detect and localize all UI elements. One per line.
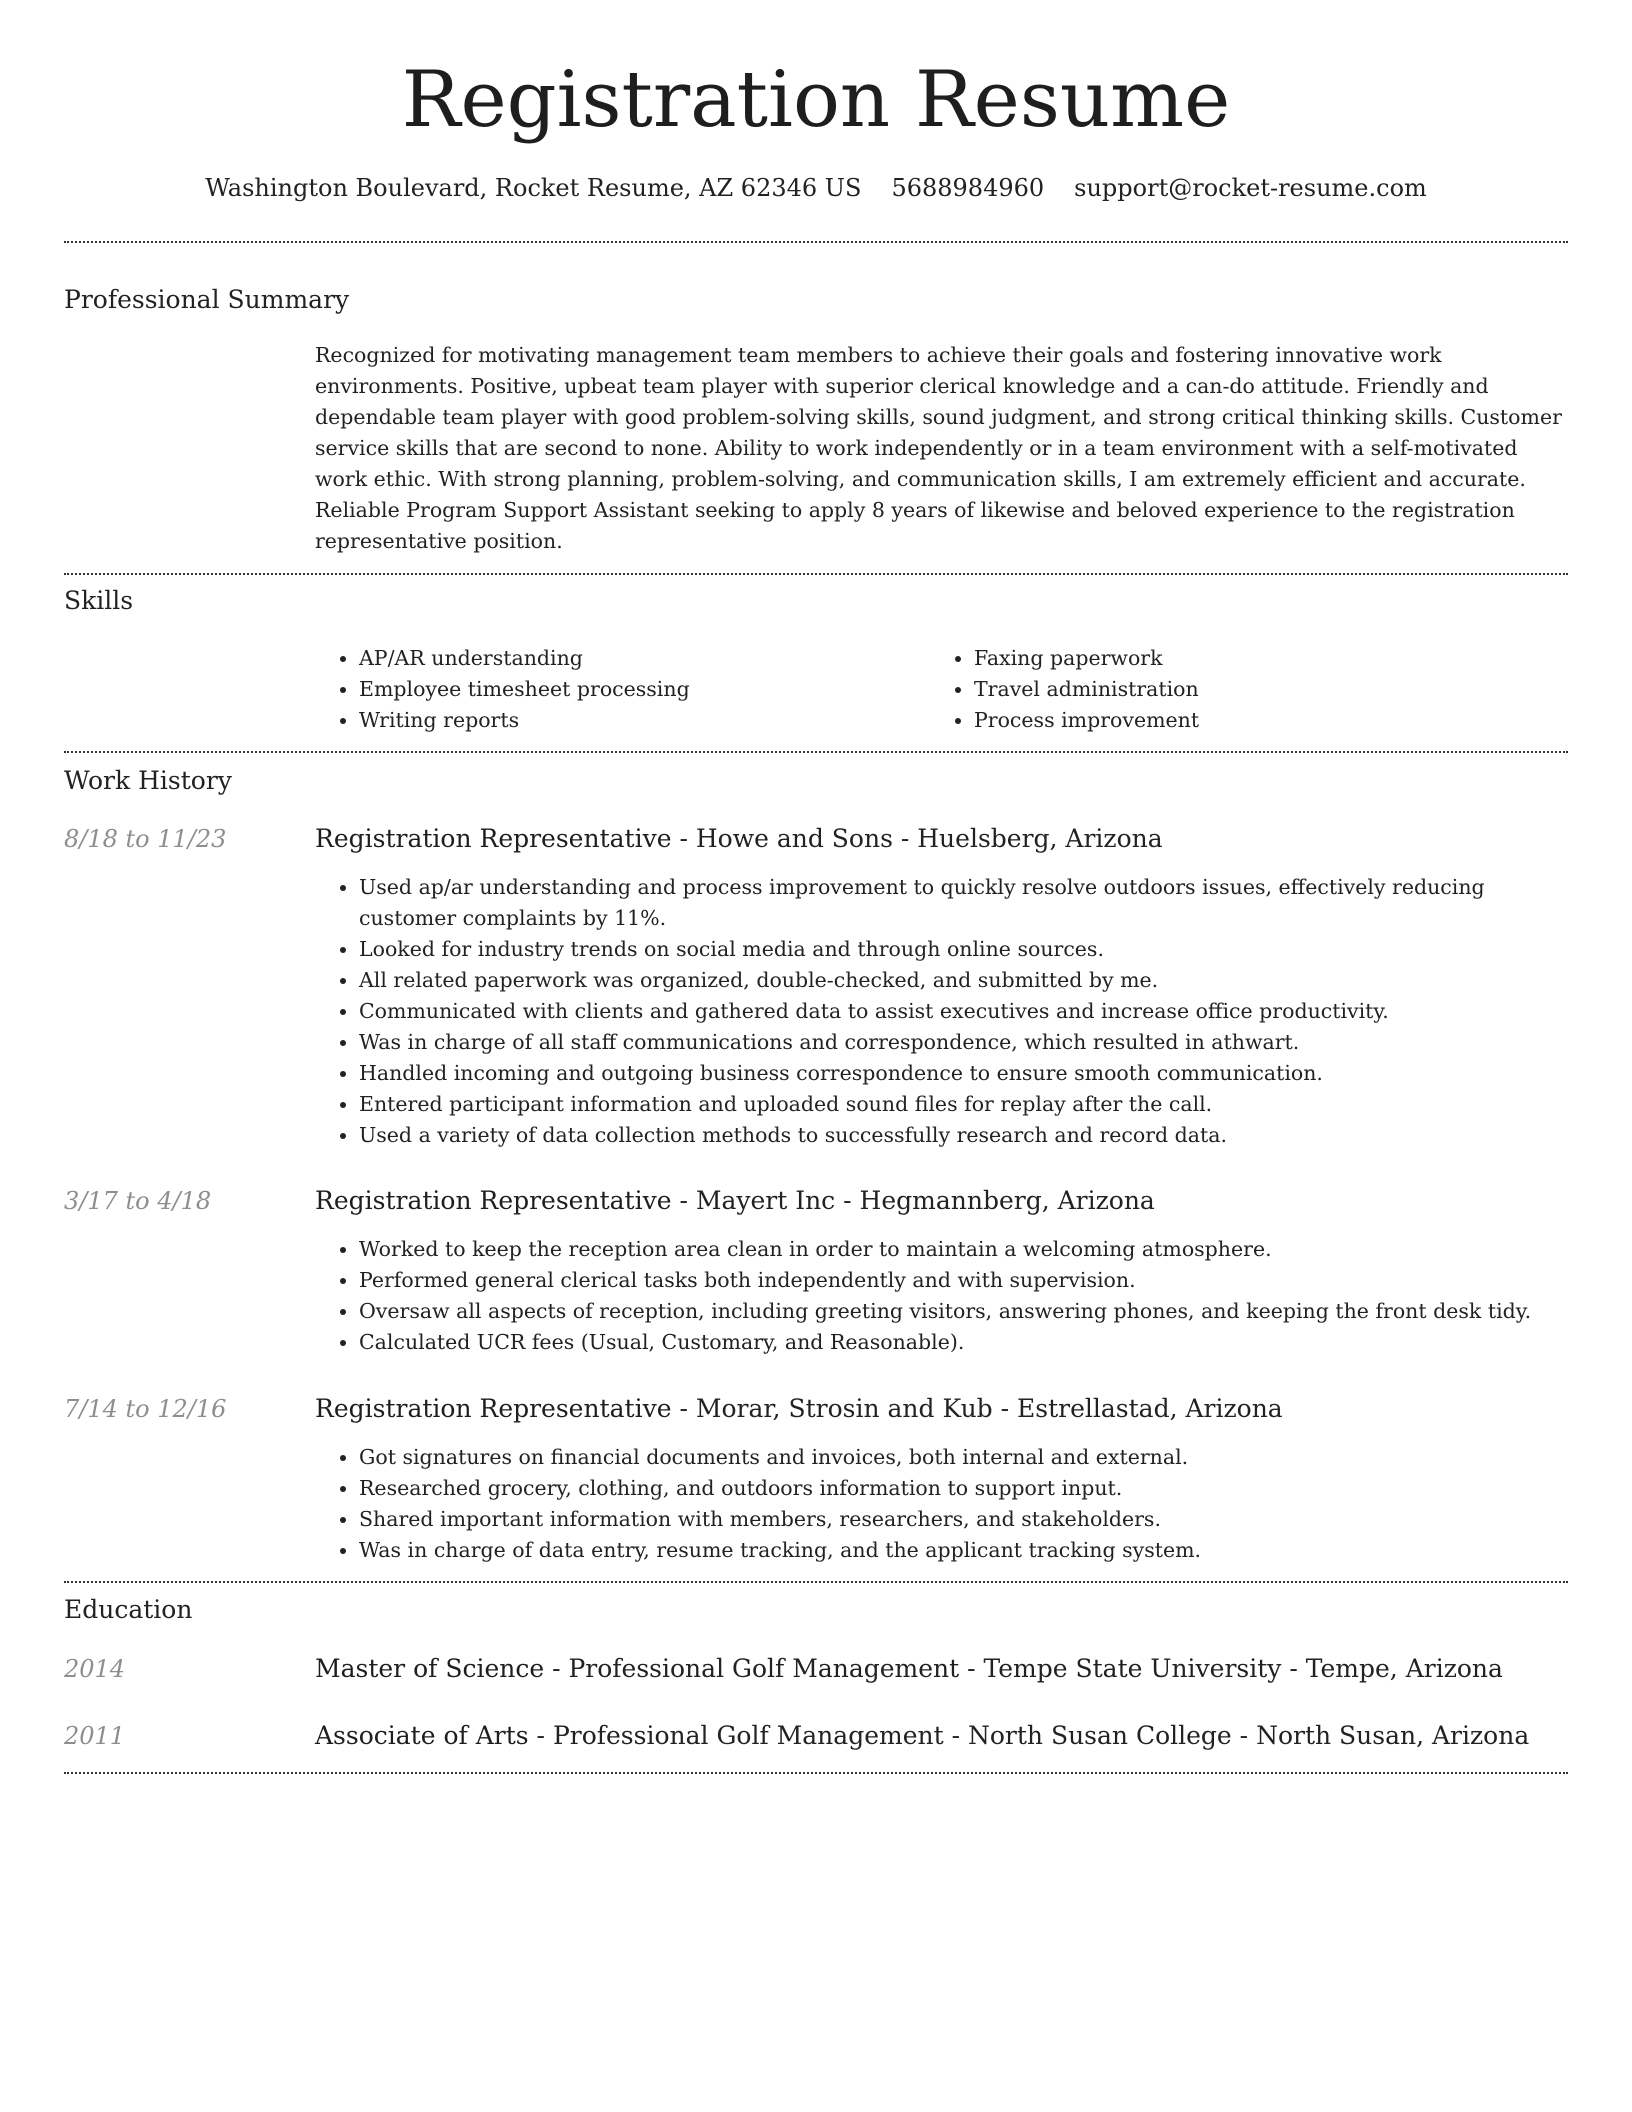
title-separator: - bbox=[671, 1186, 696, 1215]
title-separator: - bbox=[544, 1654, 569, 1683]
job-bullet: • Was in charge of all staff communications and correspondence, which resulted in athwart. bbox=[359, 1027, 1567, 1058]
skills-column-left bbox=[315, 643, 915, 736]
skill-item: • Employee timesheet processing bbox=[359, 674, 915, 705]
education-school: Tempe State University bbox=[983, 1654, 1282, 1683]
job-role: Registration Representative bbox=[315, 1186, 672, 1215]
skill-item: • Writing reports bbox=[359, 705, 915, 736]
divider bbox=[64, 751, 1568, 753]
resume-name: Registration Resume bbox=[401, 55, 1231, 145]
education-degree: Master of Science bbox=[315, 1654, 545, 1683]
job-bullet: • Used ap/ar understanding and process improvement to quickly resolve outdoors issues, effectively reducing customer complaints by 11%. bbox=[359, 872, 1567, 934]
title-separator: - bbox=[835, 1186, 860, 1215]
job-bullet: • Used a variety of data collection methods to successfully research and record data. bbox=[359, 1120, 1567, 1151]
summary-text: Recognized for motivating management team members to achieve their goals and fostering innovative work environments. Positive, upbeat team player with superior clerical knowledge and a can-do attitude. Friendly and dependable team player with good problem-solving skills, sound judgment, and strong critical thinking skills. Customer service skills that are second to none. Ability to work independently or in a team environment with a self-motivated work ethic. With strong planning, problem-solving, and communication skills, I am extremely efficient and accurate. Reliable Program Support Assistant seeking to apply 8 years of likewise and beloved experience to the registration representative position. bbox=[315, 343, 1562, 553]
job-company: Mayert Inc bbox=[695, 1186, 836, 1215]
contact-phone: 5688984960 bbox=[891, 174, 1045, 202]
section-title-education: Education bbox=[64, 1595, 193, 1624]
divider bbox=[64, 1581, 1568, 1583]
education-entry bbox=[315, 1653, 1567, 1685]
job-bullets bbox=[315, 1442, 1567, 1566]
title-separator: - bbox=[892, 824, 918, 853]
job-bullet: • Shared important information with members, researchers, and stakeholders. bbox=[359, 1504, 1567, 1535]
job-location: Hegmannberg, Arizona bbox=[859, 1186, 1155, 1215]
contact-line bbox=[0, 172, 1632, 204]
education-field: Professional Golf Management bbox=[552, 1721, 944, 1750]
education-year: 2011 bbox=[64, 1722, 126, 1750]
title-separator: - bbox=[528, 1721, 553, 1750]
divider bbox=[64, 241, 1568, 243]
contact-address: Washington Boulevard, Rocket Resume, AZ 62346 US bbox=[205, 174, 862, 202]
job-bullet: • Was in charge of data entry, resume tracking, and the applicant tracking system. bbox=[359, 1535, 1567, 1566]
education-entry bbox=[315, 1720, 1567, 1752]
job-dates: 3/17 to 4/18 bbox=[64, 1187, 212, 1215]
job-bullet: • Entered participant information and uploaded sound files for replay after the call. bbox=[359, 1089, 1567, 1120]
skill-item: • Process improvement bbox=[974, 705, 1530, 736]
title-separator: - bbox=[959, 1654, 984, 1683]
section-title-work-history: Work History bbox=[64, 766, 232, 795]
job-bullet: • Handled incoming and outgoing business correspondence to ensure smooth communication. bbox=[359, 1058, 1567, 1089]
section-title-skills: Skills bbox=[64, 586, 134, 615]
education-field: Professional Golf Management bbox=[568, 1654, 960, 1683]
skill-item: • AP/AR understanding bbox=[359, 643, 915, 674]
title-separator: - bbox=[671, 1394, 696, 1423]
job-title bbox=[315, 1185, 1567, 1217]
job-bullet: • Communicated with clients and gathered data to assist executives and increase office productivity. bbox=[359, 996, 1567, 1027]
job-bullet: • Researched grocery, clothing, and outdoors information to support input. bbox=[359, 1473, 1567, 1504]
job-location: Huelsberg, Arizona bbox=[917, 824, 1163, 853]
job-location: Estrellastad, Arizona bbox=[1017, 1394, 1283, 1423]
title-separator: - bbox=[1231, 1721, 1257, 1750]
education-degree: Associate of Arts bbox=[315, 1721, 529, 1750]
job-role: Registration Representative bbox=[315, 1394, 672, 1423]
title-separator: - bbox=[943, 1721, 968, 1750]
contact-email: support@rocket-resume.com bbox=[1074, 174, 1427, 202]
job-title bbox=[315, 1393, 1567, 1425]
education-school: North Susan College bbox=[967, 1721, 1232, 1750]
skill-item: • Faxing paperwork bbox=[974, 643, 1530, 674]
education-year: 2014 bbox=[64, 1655, 126, 1683]
job-bullets bbox=[315, 1234, 1567, 1358]
education-location: Tempe, Arizona bbox=[1305, 1654, 1503, 1683]
divider bbox=[64, 573, 1568, 575]
title-separator: - bbox=[992, 1394, 1018, 1423]
job-bullet: • All related paperwork was organized, double-checked, and submitted by me. bbox=[359, 965, 1567, 996]
education-location: North Susan, Arizona bbox=[1256, 1721, 1530, 1750]
job-role: Registration Representative bbox=[315, 824, 672, 853]
job-bullet: • Looked for industry trends on social media and through online sources. bbox=[359, 934, 1567, 965]
title-separator: - bbox=[1281, 1654, 1306, 1683]
job-bullets bbox=[315, 872, 1567, 1151]
job-bullet: • Performed general clerical tasks both independently and with supervision. bbox=[359, 1265, 1567, 1296]
skills-column-right bbox=[930, 643, 1530, 736]
job-title bbox=[315, 823, 1567, 855]
job-bullet: • Got signatures on financial documents and invoices, both internal and external. bbox=[359, 1442, 1567, 1473]
section-title-summary: Professional Summary bbox=[64, 285, 350, 314]
divider bbox=[64, 1772, 1568, 1774]
job-bullet: • Worked to keep the reception area clean in order to maintain a welcoming atmosphere. bbox=[359, 1234, 1567, 1265]
job-dates: 7/14 to 12/16 bbox=[64, 1395, 227, 1423]
job-company: Morar, Strosin and Kub bbox=[695, 1394, 993, 1423]
title-separator: - bbox=[671, 824, 696, 853]
job-dates: 8/18 to 11/23 bbox=[64, 825, 227, 853]
job-bullet: • Oversaw all aspects of reception, including greeting visitors, answering phones, and keeping the front desk tidy. bbox=[359, 1296, 1567, 1327]
skill-item: • Travel administration bbox=[974, 674, 1530, 705]
job-company: Howe and Sons bbox=[695, 824, 893, 853]
job-bullet: • Calculated UCR fees (Usual, Customary, and Reasonable). bbox=[359, 1327, 1567, 1358]
